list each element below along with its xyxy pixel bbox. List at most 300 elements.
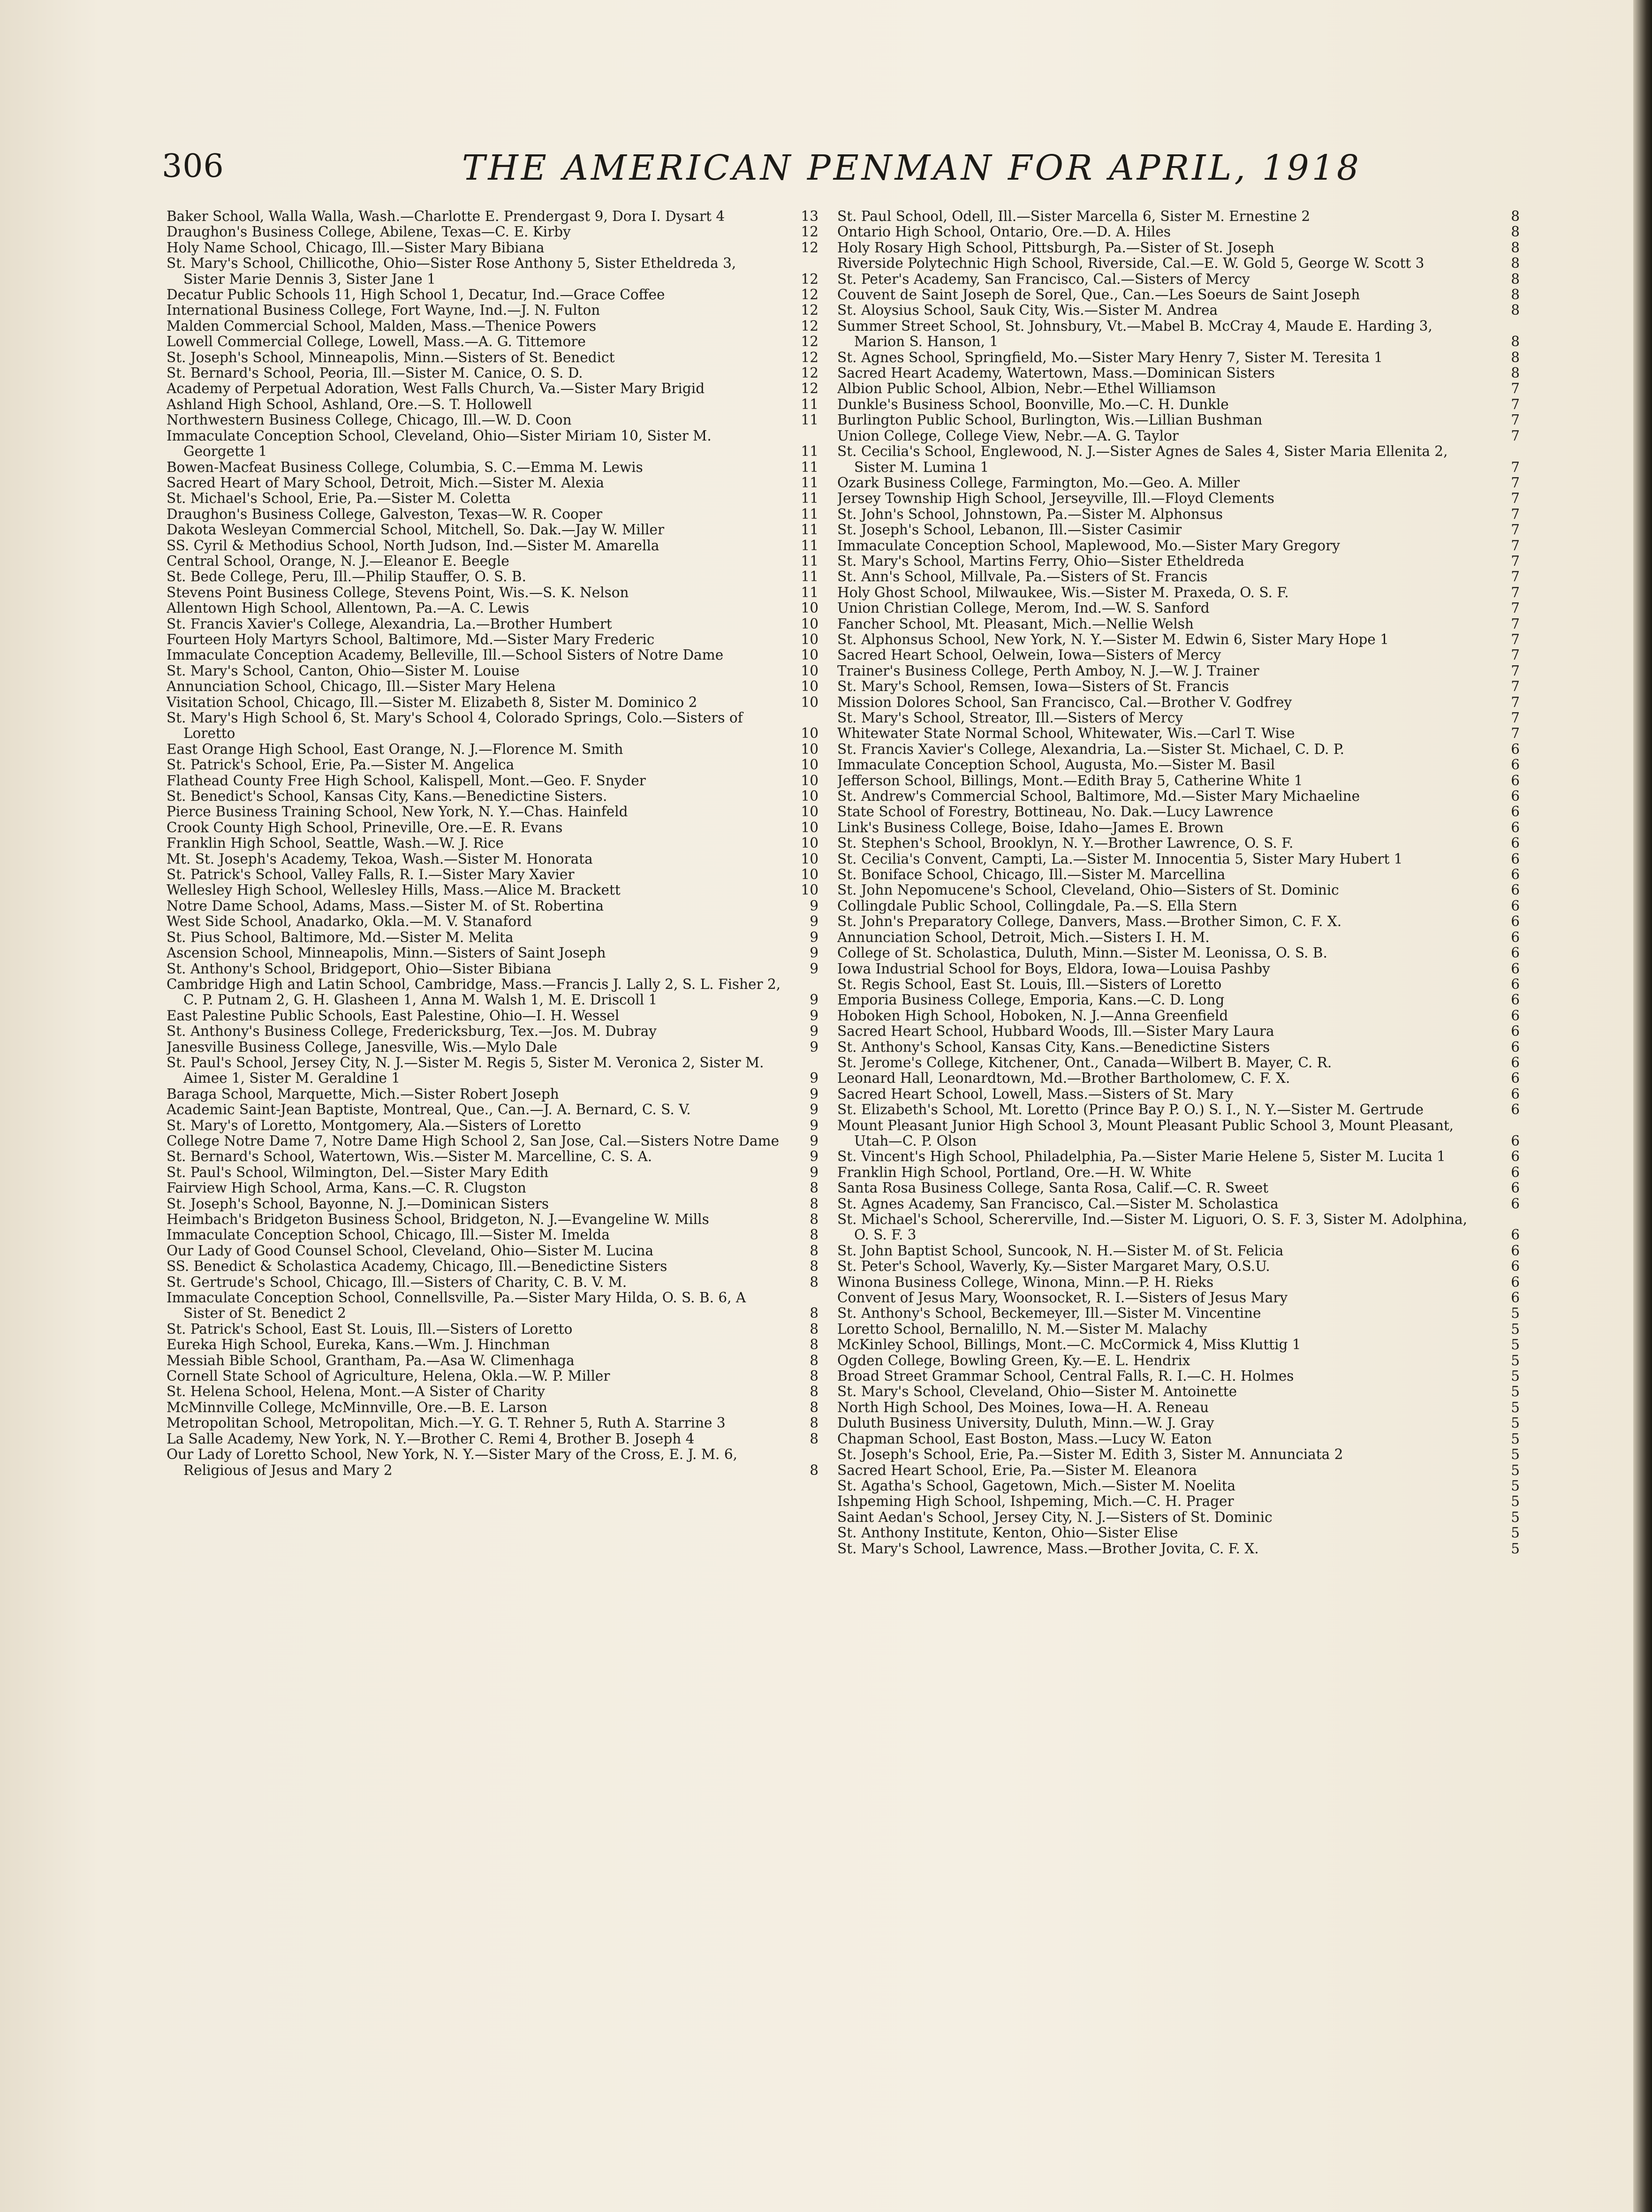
specimen-count: 11 (801, 443, 818, 460)
school-entry-text: Allentown High School, Allentown, Pa.—A. C. Lewis (167, 600, 530, 616)
school-entry-text: Summer Street School, St. Johnsbury, Vt.—Mabel B. McCray 4, Maude E. Harding 3, Marion S. Hanson, 1 (837, 318, 1432, 350)
school-entry (167, 1353, 823, 1368)
school-entry (837, 945, 1524, 961)
school-entry-text: Duluth Business University, Duluth, Minn.—W. J. Gray (837, 1415, 1214, 1431)
school-entry-text: St. Aloysius School, Sauk City, Wis.—Sister M. Andrea (837, 302, 1218, 319)
school-entry-text: Lowell Commercial College, Lowell, Mass.—A. G. Tittemore (167, 334, 586, 350)
school-entry (837, 820, 1524, 836)
school-entry-text: Riverside Polytechnic High School, Riverside, Cal.—E. W. Gold 5, George W. Scott 3 (837, 255, 1425, 272)
specimen-count: 11 (801, 569, 818, 585)
school-entry-text: Hoboken High School, Hoboken, N. J.—Anna Greenfield (837, 1007, 1228, 1024)
school-entry (837, 1180, 1524, 1196)
school-entry (837, 632, 1524, 647)
school-entry-text: Sacred Heart School, Oelwein, Iowa—Sisters of Mercy (837, 647, 1221, 663)
school-entry (837, 695, 1524, 710)
school-entry (167, 961, 823, 977)
school-entry-text: St. Mary's School, Canton, Ohio—Sister M. Louise (167, 662, 520, 679)
specimen-count: 10 (801, 804, 818, 820)
school-entry (837, 1306, 1524, 1321)
specimen-count: 9 (810, 913, 818, 930)
school-entry-text: St. Francis Xavier's College, Alexandria, La.—Sister St. Michael, C. D. P. (837, 741, 1344, 757)
school-entry (167, 882, 823, 898)
school-entry-text: St. Paul's School, Wilmington, Del.—Sister Mary Edith (167, 1164, 549, 1180)
specimen-count: 7 (1511, 522, 1520, 538)
school-entry-text: Couvent de Saint Joseph de Sorel, Que., Can.—Les Soeurs de Saint Joseph (837, 287, 1360, 303)
specimen-count: 6 (1511, 882, 1520, 898)
specimen-count: 6 (1511, 1258, 1520, 1275)
school-entry (837, 757, 1524, 773)
specimen-count: 8 (810, 1430, 818, 1447)
school-entry-text: McMinnville College, McMinnville, Ore.—B. E. Larson (167, 1399, 547, 1415)
school-entry (167, 632, 823, 647)
school-entry (167, 804, 823, 820)
school-entry (837, 804, 1524, 820)
school-entry (167, 836, 823, 851)
school-entry-text: St. Alphonsus School, New York, N. Y.—Sister M. Edwin 6, Sister Mary Hope 1 (837, 631, 1389, 647)
school-entry (167, 757, 823, 773)
specimen-count: 6 (1511, 1227, 1520, 1243)
specimen-count: 6 (1511, 819, 1520, 836)
school-entry (837, 224, 1524, 240)
specimen-count: 6 (1511, 945, 1520, 961)
specimen-count: 8 (810, 1368, 818, 1384)
school-entry-text: St. Gertrude's School, Chicago, Ill.—Sisters of Charity, C. B. V. M. (167, 1274, 627, 1290)
school-entry-text: Central School, Orange, N. J.—Eleanor E. Beegle (167, 553, 509, 569)
school-entry-text: Annunciation School, Detroit, Mich.—Sisters I. H. M. (837, 929, 1210, 945)
specimen-count: 6 (1511, 1133, 1520, 1149)
specimen-count: 10 (801, 772, 818, 789)
school-entry (837, 1087, 1524, 1102)
school-entry (167, 663, 823, 679)
school-entry-text: St. Paul School, Odell, Ill.—Sister Marcella 6, Sister M. Ernestine 2 (837, 209, 1311, 224)
specimen-count: 6 (1511, 757, 1520, 773)
school-entry-text: Metropolitan School, Metropolitan, Mich.—Y. G. T. Rehner 5, Ruth A. Starrine 3 (167, 1415, 726, 1431)
specimen-count: 8 (1511, 255, 1520, 272)
specimen-count: 7 (1511, 647, 1520, 663)
school-entry-text: St. Helena School, Helena, Mont.—A Sister of Charity (167, 1383, 545, 1400)
school-entry (837, 303, 1524, 318)
school-entry-text: St. Anthony's Business College, Fredericksburg, Tex.—Jos. M. Dubray (167, 1023, 657, 1040)
specimen-count: 11 (801, 490, 818, 507)
school-entry (837, 1447, 1524, 1462)
school-entry-text: St. Cecilia's Convent, Campti, La.—Sister M. Innocentia 5, Sister Mary Hubert 1 (837, 851, 1403, 867)
specimen-count: 12 (801, 287, 818, 303)
school-entry (167, 601, 823, 616)
specimen-count: 8 (1511, 287, 1520, 303)
specimen-count: 7 (1511, 600, 1520, 616)
school-entry (167, 1040, 823, 1055)
school-entry (837, 1118, 1524, 1149)
school-entry-text: Crook County High School, Prineville, Ore.—E. R. Evans (167, 819, 563, 836)
school-entry-text: St. Patrick's School, East St. Louis, Ill.—Sisters of Loretto (167, 1321, 573, 1337)
specimen-count: 7 (1511, 490, 1520, 507)
school-entry (167, 1196, 823, 1212)
school-entry (837, 679, 1524, 694)
listing-columns (167, 209, 1548, 2160)
specimen-count: 9 (810, 1086, 818, 1102)
school-entry-text: Wellesley High School, Wellesley Hills, Mass.—Alice M. Brackett (167, 882, 621, 898)
school-entry-text: St. Mary's High School 6, St. Mary's School 4, Colorado Springs, Colo.—Sisters of Loretto (167, 710, 743, 742)
specimen-count: 7 (1511, 710, 1520, 726)
specimen-count: 6 (1511, 772, 1520, 789)
school-entry (837, 1353, 1524, 1368)
school-entry-text: St. Mary's School, Martins Ferry, Ohio—Sister Etheldreda (837, 553, 1244, 569)
specimen-count: 9 (810, 1148, 818, 1165)
school-entry (167, 914, 823, 929)
school-entry-text: Convent of Jesus Mary, Woonsocket, R. I.—Sisters of Jesus Mary (837, 1290, 1288, 1306)
specimen-count: 8 (1511, 209, 1520, 224)
school-entry (167, 397, 823, 412)
school-entry-text: Fourteen Holy Martyrs School, Baltimore, Md.—Sister Mary Frederic (167, 631, 655, 647)
school-entry-text: Immaculate Conception School, Cleveland, Ohio—Sister Miriam 10, Sister M. Georgette 1 (167, 427, 712, 460)
school-entry-text: East Orange High School, East Orange, N. J.—Florence M. Smith (167, 741, 623, 757)
school-entry (167, 319, 823, 334)
school-entry (837, 475, 1524, 491)
specimen-count: 10 (801, 741, 818, 757)
specimen-count: 7 (1511, 662, 1520, 679)
school-entry-text: Albion Public School, Albion, Nebr.—Ethel Williamson (837, 380, 1216, 397)
specimen-count: 10 (801, 851, 818, 867)
school-entry (837, 365, 1524, 381)
school-entry-text: St. Joseph's School, Minneapolis, Minn.—Sisters of St. Benedict (167, 349, 615, 365)
specimen-count: 5 (1511, 1540, 1520, 1557)
school-entry (837, 789, 1524, 804)
specimen-count: 6 (1511, 1023, 1520, 1040)
school-entry (167, 350, 823, 365)
school-entry (837, 272, 1524, 287)
school-entry (167, 1102, 823, 1117)
specimen-count: 8 (1511, 302, 1520, 319)
school-entry (167, 1275, 823, 1290)
specimen-count: 7 (1511, 396, 1520, 412)
school-entry-text: St. Mary's School, Remsen, Iowa—Sisters of St. Francis (837, 678, 1229, 695)
school-entry (837, 773, 1524, 789)
school-entry (837, 977, 1524, 992)
school-entry (167, 851, 823, 867)
school-entry (837, 742, 1524, 757)
specimen-count: 12 (801, 224, 818, 240)
specimen-count: 5 (1511, 1446, 1520, 1463)
school-entry-text: SS. Benedict & Scholastica Academy, Chicago, Ill.—Benedictine Sisters (167, 1258, 667, 1275)
specimen-count: 6 (1511, 1242, 1520, 1259)
specimen-count: 6 (1511, 1070, 1520, 1087)
specimen-count: 10 (801, 600, 818, 616)
school-entry (167, 898, 823, 914)
school-entry (837, 961, 1524, 977)
school-entry-text: Janesville Business College, Janesville, Wis.—Mylo Dale (167, 1039, 557, 1055)
school-entry (837, 1494, 1524, 1509)
school-entry-text: Winona Business College, Winona, Minn.—P. H. Rieks (837, 1274, 1214, 1290)
school-entry (837, 1196, 1524, 1212)
specimen-count: 9 (810, 945, 818, 961)
school-entry (167, 522, 823, 538)
school-entry-text: St. Anthony's School, Bridgeport, Ohio—Sister Bibiana (167, 960, 552, 977)
specimen-count: 5 (1511, 1493, 1520, 1510)
school-entry (167, 1212, 823, 1227)
school-entry (837, 1525, 1524, 1541)
specimen-count: 8 (810, 1242, 818, 1259)
school-entry (167, 569, 823, 585)
school-entry (837, 710, 1524, 726)
specimen-count: 5 (1511, 1368, 1520, 1384)
specimen-count: 9 (810, 1007, 818, 1024)
school-entry-text: Immaculate Conception School, Chicago, Ill.—Sister M. Imelda (167, 1227, 610, 1243)
specimen-count: 7 (1511, 412, 1520, 428)
school-entry-text: St. Mary's School, Chillicothe, Ohio—Sister Rose Anthony 5, Sister Etheldreda 3, Sister Marie Dennis 3, Sister Jane 1 (167, 255, 736, 287)
school-entry (837, 522, 1524, 538)
specimen-count: 6 (1511, 1102, 1520, 1118)
school-entry (167, 1133, 823, 1149)
school-entry (837, 491, 1524, 506)
school-entry-text: La Salle Academy, New York, N. Y.—Brother C. Remi 4, Brother B. Joseph 4 (167, 1430, 695, 1447)
school-entry (167, 428, 823, 460)
specimen-count: 12 (801, 302, 818, 319)
school-entry (837, 1478, 1524, 1494)
specimen-count: 9 (810, 1117, 818, 1133)
school-entry (167, 742, 823, 757)
specimen-count: 10 (801, 819, 818, 836)
school-entry-text: Sacred Heart School, Hubbard Woods, Ill.—Sister Mary Laura (837, 1023, 1274, 1040)
school-entry-text: Broad Street Grammar School, Central Falls, R. I.—C. H. Holmes (837, 1368, 1294, 1384)
specimen-count: 6 (1511, 1007, 1520, 1024)
school-entry (167, 1368, 823, 1384)
specimen-count: 6 (1511, 1195, 1520, 1212)
school-entry-text: St. Elizabeth's School, Mt. Loretto (Prince Bay P. O.) S. I., N. Y.—Sister M. Gertrude (837, 1102, 1424, 1118)
specimen-count: 5 (1511, 1321, 1520, 1337)
school-entry (837, 1384, 1524, 1399)
school-entry-text: Heimbach's Bridgeton Business School, Bridgeton, N. J.—Evangeline W. Mills (167, 1211, 709, 1227)
specimen-count: 6 (1511, 929, 1520, 945)
school-entry (837, 1368, 1524, 1384)
school-entry-text: St. John's School, Johnstown, Pa.—Sister M. Alphonsus (837, 506, 1223, 522)
specimen-count: 7 (1511, 474, 1520, 491)
school-entry (167, 475, 823, 491)
specimen-count: 7 (1511, 631, 1520, 647)
school-entry (167, 1337, 823, 1353)
specimen-count: 6 (1511, 1148, 1520, 1165)
specimen-count: 9 (810, 1164, 818, 1180)
school-entry (167, 1384, 823, 1399)
school-entry-text: Academy of Perpetual Adoration, West Falls Church, Va.—Sister Mary Brigid (167, 380, 705, 397)
school-entry-text: St. Andrew's Commercial School, Baltimore, Md.—Sister Mary Michaeline (837, 788, 1360, 805)
specimen-count: 7 (1511, 725, 1520, 742)
specimen-count: 7 (1511, 616, 1520, 632)
school-entry (167, 585, 823, 601)
school-entry (837, 1337, 1524, 1353)
school-entry (837, 1290, 1524, 1306)
school-entry (837, 1322, 1524, 1337)
school-entry (167, 507, 823, 522)
specimen-count: 10 (801, 647, 818, 663)
specimen-count: 6 (1511, 1290, 1520, 1306)
school-entry-text: Mission Dolores School, San Francisco, Cal.—Brother V. Godfrey (837, 694, 1292, 710)
specimen-count: 8 (1511, 365, 1520, 381)
school-entry (837, 240, 1524, 256)
school-entry-text: St. Mary's School, Streator, Ill.—Sisters of Mercy (837, 710, 1183, 726)
school-entry-text: St. Jerome's College, Kitchener, Ont., Canada—Wilbert B. Mayer, C. R. (837, 1054, 1332, 1071)
specimen-count: 8 (810, 1415, 818, 1431)
school-entry (837, 444, 1524, 475)
school-entry-text: Emporia Business College, Emporia, Kans.—C. D. Long (837, 992, 1225, 1008)
specimen-count: 8 (810, 1305, 818, 1322)
specimen-count: 7 (1511, 459, 1520, 475)
specimen-count: 9 (810, 1070, 818, 1087)
school-entry (837, 867, 1524, 882)
school-entry-text: St. Paul's School, Jersey City, N. J.—Sister M. Regis 5, Sister M. Veronica 2, Sister M. Aimee 1, Sister M. Geraldine 1 (167, 1054, 764, 1087)
specimen-count: 8 (1511, 349, 1520, 365)
school-entry-text: Ozark Business College, Farmington, Mo.—Geo. A. Miller (837, 474, 1240, 491)
school-entry (837, 726, 1524, 741)
specimen-count: 8 (1511, 334, 1520, 350)
specimen-count: 6 (1511, 1086, 1520, 1102)
specimen-count: 11 (801, 506, 818, 522)
specimen-count: 7 (1511, 506, 1520, 522)
school-entry (837, 1463, 1524, 1478)
school-entry-text: St. Mary's of Loretto, Montgomery, Ala.—Sisters of Loretto (167, 1117, 582, 1133)
school-entry (837, 1008, 1524, 1024)
specimen-count: 6 (1511, 992, 1520, 1008)
school-entry-text: Mt. St. Joseph's Academy, Tekoa, Wash.—Sister M. Honorata (167, 851, 593, 867)
specimen-count: 11 (801, 396, 818, 412)
school-entry-text: Dakota Wesleyan Commercial School, Mitchell, So. Dak.—Jay W. Miller (167, 522, 665, 538)
school-entry-text: Sacred Heart School, Erie, Pa.—Sister M. Eleanora (837, 1462, 1197, 1478)
school-entry (837, 1040, 1524, 1055)
school-entry-text: East Palestine Public Schools, East Palestine, Ohio—I. H. Wessel (167, 1007, 620, 1024)
specimen-count: 11 (801, 584, 818, 601)
page-number: 306 (162, 148, 224, 185)
school-entry-text: Our Lady of Good Counsel School, Cleveland, Ohio—Sister M. Lucina (167, 1242, 654, 1259)
school-entry-text: North High School, Des Moines, Iowa—H. A. Reneau (837, 1399, 1209, 1415)
specimen-count: 10 (801, 788, 818, 805)
school-entry (167, 1118, 823, 1133)
school-entry-text: Whitewater State Normal School, Whitewater, Wis.—Carl T. Wise (837, 725, 1295, 742)
specimen-count: 8 (1511, 224, 1520, 240)
specimen-count: 5 (1511, 1462, 1520, 1478)
school-entry-text: Immaculate Conception School, Augusta, Mo.—Sister M. Basil (837, 757, 1275, 773)
school-entry-text: Burlington Public School, Burlington, Wis.—Lillian Bushman (837, 412, 1263, 428)
school-entry-text: College of St. Scholastica, Duluth, Minn.—Sister M. Leonissa, O. S. B. (837, 945, 1327, 961)
school-entry-text: St. Bernard's School, Watertown, Wis.—Sister M. Marcelline, C. S. A. (167, 1148, 652, 1165)
school-entry (167, 256, 823, 287)
school-entry (167, 1087, 823, 1102)
specimen-count: 5 (1511, 1509, 1520, 1525)
specimen-count: 10 (801, 725, 818, 742)
specimen-count: 8 (810, 1337, 818, 1353)
school-entry (167, 303, 823, 318)
school-entry (167, 538, 823, 554)
school-entry (837, 209, 1524, 224)
specimen-count: 6 (1511, 867, 1520, 883)
school-entry (167, 679, 823, 694)
specimen-count: 8 (810, 1383, 818, 1400)
school-entry (167, 224, 823, 240)
school-entry-text: SS. Cyril & Methodius School, North Judson, Ind.—Sister M. Amarella (167, 537, 659, 554)
school-entry (167, 334, 823, 350)
school-entry-text: St. Agnes School, Springfield, Mo.—Sister Mary Henry 7, Sister M. Teresita 1 (837, 349, 1383, 365)
school-entry-text: State School of Forestry, Bottineau, No. Dak.—Lucy Lawrence (837, 804, 1273, 820)
school-entry-text: Sacred Heart Academy, Watertown, Mass.—Dominican Sisters (837, 365, 1275, 381)
school-entry (837, 1431, 1524, 1447)
school-entry (167, 209, 823, 224)
school-entry (167, 1400, 823, 1415)
school-entry-text: Immaculate Conception School, Maplewood, Mo.—Sister Mary Gregory (837, 537, 1340, 554)
specimen-count: 5 (1511, 1352, 1520, 1368)
specimen-count: 5 (1511, 1525, 1520, 1541)
specimen-count: 9 (810, 897, 818, 914)
school-entry-text: St. Stephen's School, Brooklyn, N. Y.—Brother Lawrence, O. S. F. (837, 835, 1294, 851)
school-entry (167, 1008, 823, 1024)
school-entry (837, 554, 1524, 569)
school-entry-text: Cambridge High and Latin School, Cambridge, Mass.—Francis J. Lally 2, S. L. Fisher 2, C. P. Putnam 2, G. H. Glasheen 1, Anna M. Walsh 1, M. E. Driscoll 1 (167, 976, 781, 1008)
school-entry (837, 898, 1524, 914)
school-entry (167, 1322, 823, 1337)
school-entry-text: Baraga School, Marquette, Mich.—Sister Robert Joseph (167, 1086, 559, 1102)
school-entry (837, 992, 1524, 1008)
school-entry-text: St. Anthony's School, Beckemeyer, Ill.—Sister M. Vincentine (837, 1305, 1261, 1322)
school-entry-text: McKinley School, Billings, Mont.—C. McCormick 4, Miss Kluttig 1 (837, 1337, 1301, 1353)
school-entry-text: Sacred Heart of Mary School, Detroit, Mich.—Sister M. Alexia (167, 474, 604, 491)
school-entry (837, 647, 1524, 663)
school-entry-text: Franklin High School, Seattle, Wash.—W. J. Rice (167, 835, 504, 851)
school-entry-text: College Notre Dame 7, Notre Dame High School 2, San Jose, Cal.—Sisters Notre Dame (167, 1133, 780, 1149)
school-entry-text: Holy Rosary High School, Pittsburgh, Pa.—Sister of St. Joseph (837, 239, 1274, 256)
school-entry (167, 240, 823, 256)
specimen-count: 12 (801, 380, 818, 397)
specimen-count: 10 (801, 631, 818, 647)
school-entry-text: Messiah Bible School, Grantham, Pa.—Asa W. Climenhaga (167, 1352, 575, 1368)
specimen-count: 7 (1511, 553, 1520, 569)
school-entry-text: Franklin High School, Portland, Ore.—H. W. White (837, 1164, 1192, 1180)
school-entry (167, 867, 823, 882)
school-entry (167, 616, 823, 632)
school-entry-text: Draughon's Business College, Galveston, Texas—W. R. Cooper (167, 506, 603, 522)
school-entry-text: Santa Rosa Business College, Santa Rosa, Calif.—C. R. Sweet (837, 1180, 1269, 1196)
school-entry (167, 1165, 823, 1180)
school-entry-text: Fancher School, Mt. Pleasant, Mich.—Nellie Welsh (837, 616, 1194, 632)
school-entry-text: St. Boniface School, Chicago, Ill.—Sister M. Marcellina (837, 867, 1226, 883)
school-entry-text: St. Francis Xavier's College, Alexandria, La.—Brother Humbert (167, 616, 612, 632)
specimen-count: 6 (1511, 1180, 1520, 1196)
specimen-count: 9 (810, 960, 818, 977)
school-entry (837, 412, 1524, 428)
specimen-count: 12 (801, 365, 818, 381)
school-entry-text: Chapman School, East Boston, Mass.—Lucy W. Eaton (837, 1430, 1212, 1447)
school-entry (837, 1165, 1524, 1180)
school-entry (167, 695, 823, 710)
school-entry-text: Trainer's Business College, Perth Amboy, N. J.—W. J. Trainer (837, 662, 1259, 679)
school-entry (837, 1149, 1524, 1164)
specimen-count: 6 (1511, 788, 1520, 805)
specimen-count: 6 (1511, 851, 1520, 867)
school-entry (167, 1415, 823, 1431)
school-entry-text: St. Vincent's High School, Philadelphia, Pa.—Sister Marie Helene 5, Sister M. Lucita 1 (837, 1148, 1446, 1165)
school-entry (167, 381, 823, 396)
school-entry-text: Loretto School, Bernalillo, N. M.—Sister M. Malachy (837, 1321, 1207, 1337)
specimen-count: 5 (1511, 1337, 1520, 1353)
specimen-count: 10 (801, 757, 818, 773)
specimen-count: 10 (801, 616, 818, 632)
right-column (837, 209, 1524, 2156)
school-entry (837, 1055, 1524, 1071)
school-entry (167, 365, 823, 381)
school-entry-text: Link's Business College, Boise, Idaho—James E. Brown (837, 819, 1224, 836)
school-entry-text: Ashland High School, Ashland, Ore.—S. T. Hollowell (167, 396, 532, 412)
school-entry (837, 381, 1524, 396)
school-entry (837, 507, 1524, 522)
specimen-count: 13 (801, 209, 818, 224)
school-entry-text: Saint Aedan's School, Jersey City, N. J.—Sisters of St. Dominic (837, 1509, 1273, 1525)
specimen-count: 11 (801, 522, 818, 538)
